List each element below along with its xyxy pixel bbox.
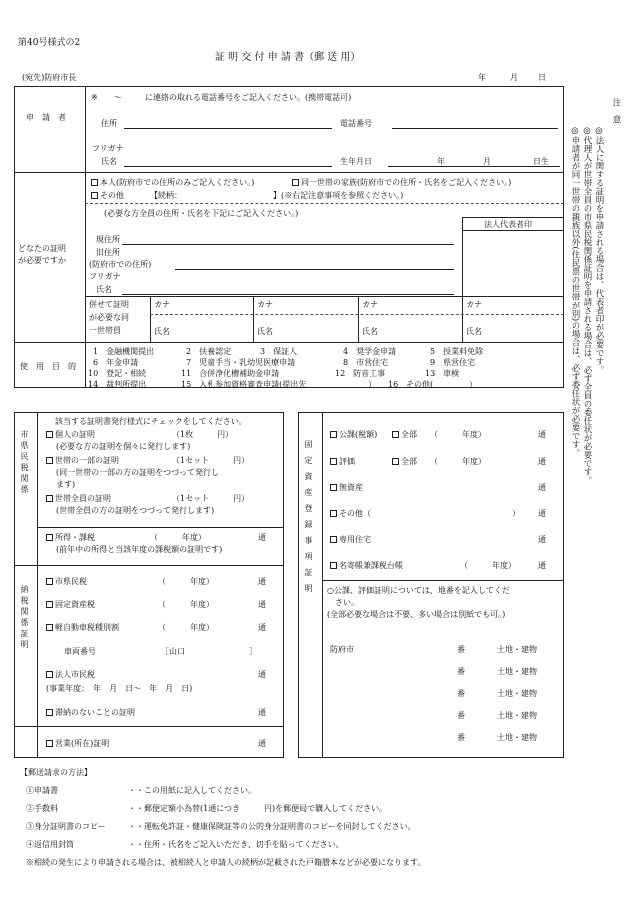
land-building-4[interactable]: 土地・建物: [497, 711, 537, 720]
land-building-1[interactable]: 土地・建物: [497, 645, 537, 654]
applicant-label: 申 請 者: [26, 113, 66, 122]
member-kana-2: カナ: [257, 300, 273, 309]
land-building-3[interactable]: 土地・建物: [497, 689, 537, 698]
former-address-note: (防府市での住所): [89, 260, 152, 269]
subject-instruction: (必要な方全員の住所・氏名を下記にご記入ください。): [104, 209, 299, 218]
member-name-4: 氏名: [466, 327, 482, 336]
tax-side-label: 市県民税関係: [20, 430, 29, 496]
subject-label-1: どなたの証明: [18, 244, 66, 253]
property-note-2: さい。: [335, 598, 359, 607]
property-note-1: ○公課、評価証明については、地番を記入してくだ: [327, 586, 510, 595]
lot-number-4[interactable]: 番: [457, 711, 465, 720]
checkbox-no-assets[interactable]: [330, 484, 337, 491]
checkbox-self[interactable]: [91, 179, 98, 186]
subject-label-2: が必要ですか: [18, 256, 66, 265]
member-kana-3: カナ: [362, 300, 378, 309]
applicant-address-label: 住所: [101, 119, 117, 128]
applicant-address-field[interactable]: [124, 128, 332, 129]
checkbox-public-charges[interactable]: [330, 431, 337, 438]
checkbox-light-vehicle-tax[interactable]: [46, 624, 53, 631]
current-address-label: 現住所: [96, 235, 120, 244]
date-day: 日: [538, 73, 546, 82]
relation-close: 】(※右記注意事項を参照ください。): [273, 191, 404, 200]
checkbox-income[interactable]: [46, 534, 53, 541]
checkbox-no-arrears[interactable]: [46, 709, 53, 716]
opt-other[interactable]: その他: [91, 191, 124, 201]
form-title: 証 明 交 付 申 請 書（郵 送 用）: [215, 52, 361, 63]
mail-footnote: ※相続の発生により申請される場合は、被相続人と申請人の続柄が記載された戸籍謄本などが必要になります。: [26, 858, 426, 867]
subject-name-field[interactable]: [122, 294, 454, 295]
checkbox-other[interactable]: [91, 192, 98, 199]
contact-instruction: に連絡の取れる電話番号をご記入ください。(携帯電話可): [145, 93, 352, 102]
corp-seal-label: 法人代表者印: [484, 220, 532, 229]
household-label-2: が必要な同: [89, 313, 129, 322]
current-address-field[interactable]: [122, 244, 454, 245]
applicant-name-field[interactable]: [124, 166, 332, 167]
relation-label: 【続柄：: [150, 191, 182, 200]
checkbox-business-location[interactable]: [46, 740, 53, 747]
subject-furigana-label: フリガナ: [89, 272, 121, 281]
addressee: (宛先)防府市長: [22, 73, 77, 82]
checkbox-public-charges-all[interactable]: [392, 431, 399, 438]
former-address-field[interactable]: [175, 269, 454, 270]
subject-name-label: 氏名: [96, 285, 112, 294]
contact-mark: ※ ～: [91, 93, 138, 102]
land-building-2[interactable]: 土地・建物: [497, 667, 537, 676]
checkbox-dedicated-housing[interactable]: [330, 536, 337, 543]
car-number-field[interactable]: ［山口 ］: [161, 647, 257, 656]
notice-line-2: ◎代理人が世帯全員の市県民税関係証明を申請される場合は、必ず全員の委任状が必要です。: [582, 126, 592, 485]
mail-method-title: 【郵送請求の方法】: [20, 768, 92, 777]
purpose-label: 使 用 目 的: [20, 362, 76, 371]
checkbox-valuation-all[interactable]: [392, 458, 399, 465]
lot-number-3[interactable]: 番: [457, 689, 465, 698]
checkbox-valuation[interactable]: [330, 458, 337, 465]
notice-line-1: ◎法人に関する証明を申請される場合は、代表者印が必要です。: [594, 126, 604, 374]
member-name-2: 氏名: [257, 327, 273, 336]
checkbox-corp-tax[interactable]: [46, 671, 53, 678]
corp-seal-area[interactable]: [463, 231, 563, 295]
applicant-furigana-label: フリガナ: [92, 144, 124, 153]
tax-header: 該当する証明書発行様式にチェックをしてください。: [55, 417, 247, 426]
lot-number-5[interactable]: 番: [457, 733, 465, 742]
checkbox-individual[interactable]: [46, 431, 53, 438]
checkbox-city-tax[interactable]: [46, 578, 53, 585]
property-side-label: 固定資産登録事項証明: [304, 440, 313, 600]
former-address-label: 旧住所: [96, 248, 120, 257]
checkbox-property-other[interactable]: [330, 510, 337, 517]
member-kana-1: カナ: [154, 300, 170, 309]
property-city: 防府市: [330, 645, 354, 654]
checkbox-name-register[interactable]: [330, 562, 337, 569]
notice-line-3: ◎申請者が同一世帯の親族以外(住民票の世帯が別)の場合は、必ず委任状が必要です。: [570, 126, 580, 458]
applicant-name-label: 氏名: [101, 157, 117, 166]
member-kana-4: カナ: [466, 300, 482, 309]
applicant-phone-label: 電話番号: [340, 119, 372, 128]
applicant-phone-field[interactable]: [392, 128, 558, 129]
member-name-1: 氏名: [154, 327, 170, 336]
member-name-3: 氏名: [362, 327, 378, 336]
payment-side-label: 納税関係証明: [20, 585, 29, 651]
household-label-3: 一世帯員: [89, 326, 121, 335]
form-number: 第40号様式の2: [18, 38, 81, 48]
checkbox-household[interactable]: [292, 179, 299, 186]
household-label-1: 併せて証明: [89, 300, 129, 309]
date-month: 月: [510, 73, 518, 82]
opt-household[interactable]: 同一世帯の家族(防府市での住所・氏名をご記入ください。): [292, 178, 511, 188]
checkbox-household-part[interactable]: [46, 457, 53, 464]
date-year: 年: [478, 73, 486, 82]
property-note-3: (全部必要な場合は不要、多い場合は別紙でも可。): [327, 610, 506, 619]
notice-head: 注 意: [611, 98, 621, 124]
car-number-label: 車両番号: [64, 647, 96, 656]
opt-self[interactable]: 本人(防府市での住所のみご記入ください。): [91, 178, 254, 188]
checkbox-household-all[interactable]: [46, 495, 53, 502]
land-building-5[interactable]: 土地・建物: [497, 733, 537, 742]
applicant-birth-label: 生年月日: [340, 157, 372, 166]
lot-number-1[interactable]: 番: [457, 645, 465, 654]
lot-number-2[interactable]: 番: [457, 667, 465, 676]
checkbox-property-tax[interactable]: [46, 601, 53, 608]
